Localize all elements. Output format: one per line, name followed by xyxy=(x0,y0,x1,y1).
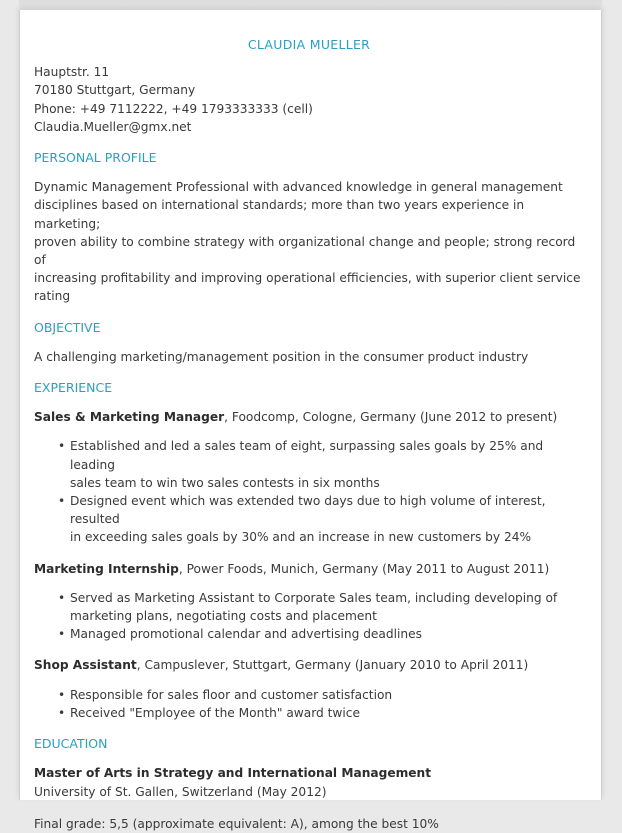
phone-line: Phone: +49 7112222, +49 1793333333 (cell) xyxy=(34,101,313,116)
bullet-icon: • xyxy=(58,590,66,605)
bullet-line: Responsible for sales floor and customer satisfaction xyxy=(70,687,393,702)
section-title-profile: PERSONAL PROFILE xyxy=(34,150,157,166)
bullet-icon: • xyxy=(58,439,66,454)
profile-line: proven ability to combine strategy with organizational change and people; strong record of xyxy=(34,234,576,268)
objective-text: A challenging marketing/management position in the consumer product industry xyxy=(34,349,529,364)
profile-line: disciplines based on international standards; more than two years experience in marketing; xyxy=(34,198,525,231)
bullet-line: Managed promotional calendar and advertising deadlines xyxy=(70,627,422,642)
job-header xyxy=(34,560,584,578)
degree-title: Master of Arts in Strategy and International Management xyxy=(34,766,432,781)
grade-line: Final grade: 5,5 (approximate equivalent: A), among the best 10% xyxy=(34,816,439,831)
bullet-line: Received "Employee of the Month" award twice xyxy=(70,705,360,720)
bullet-line: Established and led a sales team of eight, surpassing sales goals by 25% and leading xyxy=(70,439,544,472)
bullet-icon: • xyxy=(58,687,66,702)
job-title: Shop Assistant xyxy=(34,658,137,673)
bullet-line: Served as Marketing Assistant to Corporate Sales team, including developing of xyxy=(70,590,558,605)
job-title: Marketing Internship xyxy=(34,561,179,576)
bullet-icon: • xyxy=(58,494,66,509)
profile-line: increasing profitability and improving operational efficiencies, with superior client service xyxy=(34,271,581,286)
bullet-line: marketing plans, negotiating costs and placement xyxy=(70,609,377,624)
job-bullets xyxy=(34,686,584,722)
job-title: Sales & Marketing Manager xyxy=(34,410,225,425)
section-title-experience: EXPERIENCE xyxy=(34,380,113,396)
resume-page xyxy=(19,10,602,831)
job-details: , Campuslever, Stuttgart, Germany (January 2010 to April 2011) xyxy=(136,658,529,673)
section-title-objective: OBJECTIVE xyxy=(34,319,101,335)
profile-line: rating xyxy=(34,289,71,304)
bullet-item xyxy=(58,437,584,492)
candidate-name: CLAUDIA MUELLER xyxy=(247,37,371,52)
bullet-item xyxy=(58,704,584,722)
contact-block xyxy=(34,63,584,136)
job-bullets xyxy=(34,589,584,644)
spacer xyxy=(34,801,584,815)
job-header xyxy=(34,408,584,426)
bullet-line: sales team to win two sales contests in six months xyxy=(70,475,380,490)
bullet-item xyxy=(58,625,584,643)
address-street: Hauptstr. 11 xyxy=(34,65,110,80)
bullet-item xyxy=(58,492,584,547)
resume-content xyxy=(34,36,584,833)
school-line: University of St. Gallen, Switzerland (May 2012) xyxy=(34,784,327,799)
email-line: Claudia.Mueller@gmx.net xyxy=(34,119,192,134)
job-bullets xyxy=(34,437,584,546)
job-header xyxy=(34,656,584,674)
bullet-icon: • xyxy=(58,705,66,720)
profile-line: Dynamic Management Professional with advanced knowledge in general management xyxy=(34,180,563,195)
bullet-icon: • xyxy=(58,627,66,642)
job-details: , Foodcomp, Cologne, Germany (June 2012 to present) xyxy=(224,410,558,425)
bullet-line: in exceeding sales goals by 30% and an increase in new customers by 24% xyxy=(70,530,532,545)
section-title-education: EDUCATION xyxy=(34,736,108,752)
bullet-item xyxy=(58,589,584,625)
bullet-line: Designed event which was extended two days due to high volume of interest, resulted xyxy=(70,494,546,527)
bullet-item xyxy=(58,686,584,704)
job-details: , Power Foods, Munich, Germany (May 2011 to August 2011) xyxy=(178,561,550,576)
address-city: 70180 Stuttgart, Germany xyxy=(34,83,196,98)
profile-text xyxy=(34,178,584,305)
